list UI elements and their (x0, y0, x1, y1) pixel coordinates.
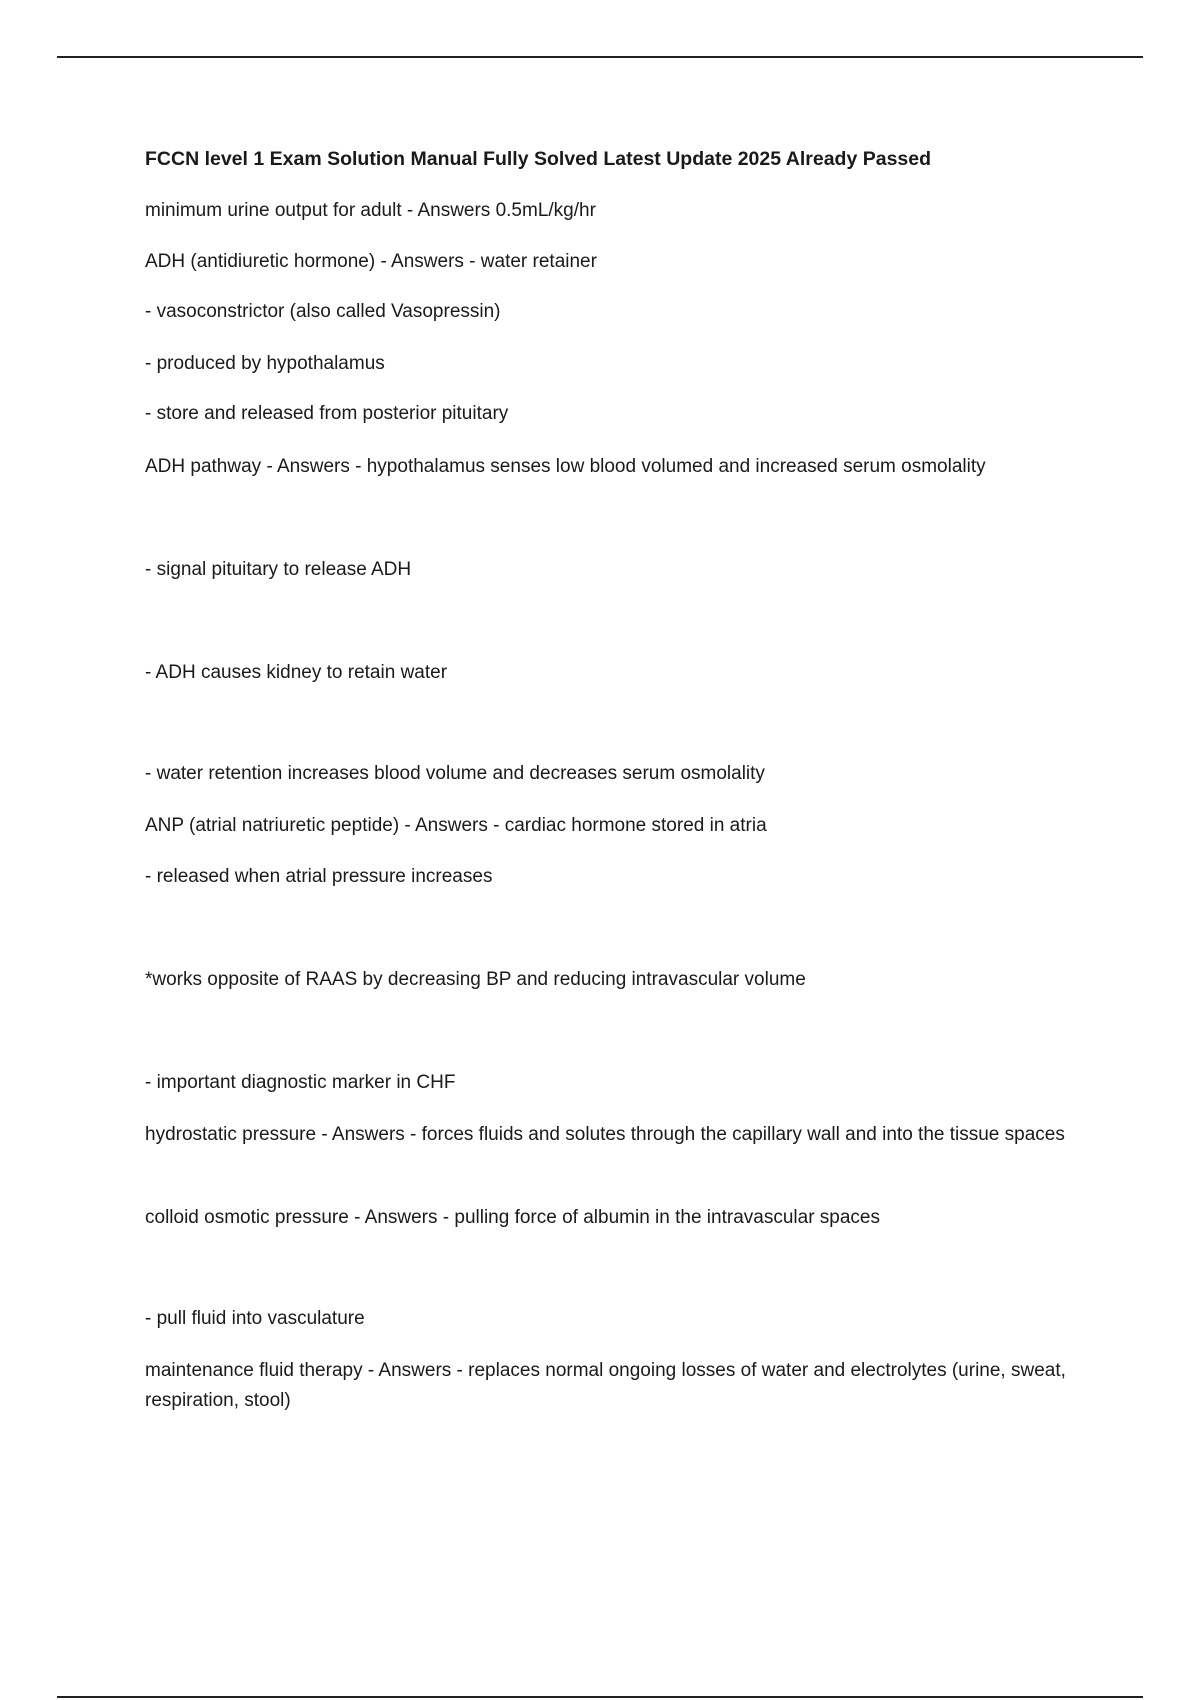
text-line: - signal pituitary to release ADH (145, 559, 412, 580)
text-line: - ADH causes kidney to retain water (145, 662, 448, 683)
text-line: ANP (atrial natriuretic peptide) - Answers - cardiac hormone stored in atria (145, 815, 767, 836)
text-line: - produced by hypothalamus (145, 353, 385, 374)
text-line: - water retention increases blood volume and decreases serum osmolality (145, 763, 765, 784)
text-line: colloid osmotic pressure - Answers - pulling force of albumin in the intravascular spaces (145, 1207, 880, 1228)
text-line: ADH pathway - Answers - hypothalamus senses low blood volumed and increased serum osmolality (145, 456, 986, 477)
header-rule (57, 56, 1143, 58)
text-line: hydrostatic pressure - Answers - forces fluids and solutes through the capillary wall and into the tissue spaces (145, 1124, 1065, 1145)
text-line: - store and released from posterior pituitary (145, 403, 509, 424)
text-line: - vasoconstrictor (also called Vasopressin) (145, 301, 501, 322)
text-line: ADH (antidiuretic hormone) - Answers - water retainer (145, 251, 597, 272)
document-title: FCCN level 1 Exam Solution Manual Fully Solved Latest Update 2025 Already Passed (145, 148, 932, 170)
text-line: - pull fluid into vasculature (145, 1308, 365, 1329)
footer-rule (57, 1696, 1143, 1698)
text-line: - important diagnostic marker in CHF (145, 1072, 456, 1093)
text-line: *works opposite of RAAS by decreasing BP and reducing intravascular volume (145, 969, 806, 990)
text-line: - released when atrial pressure increases (145, 866, 493, 887)
text-line: minimum urine output for adult - Answers 0.5mL/kg/hr (145, 200, 596, 221)
text-line: maintenance fluid therapy - Answers - replaces normal ongoing losses of water and electrolytes (urine, sweat, respiration, stool) (145, 1360, 1066, 1411)
